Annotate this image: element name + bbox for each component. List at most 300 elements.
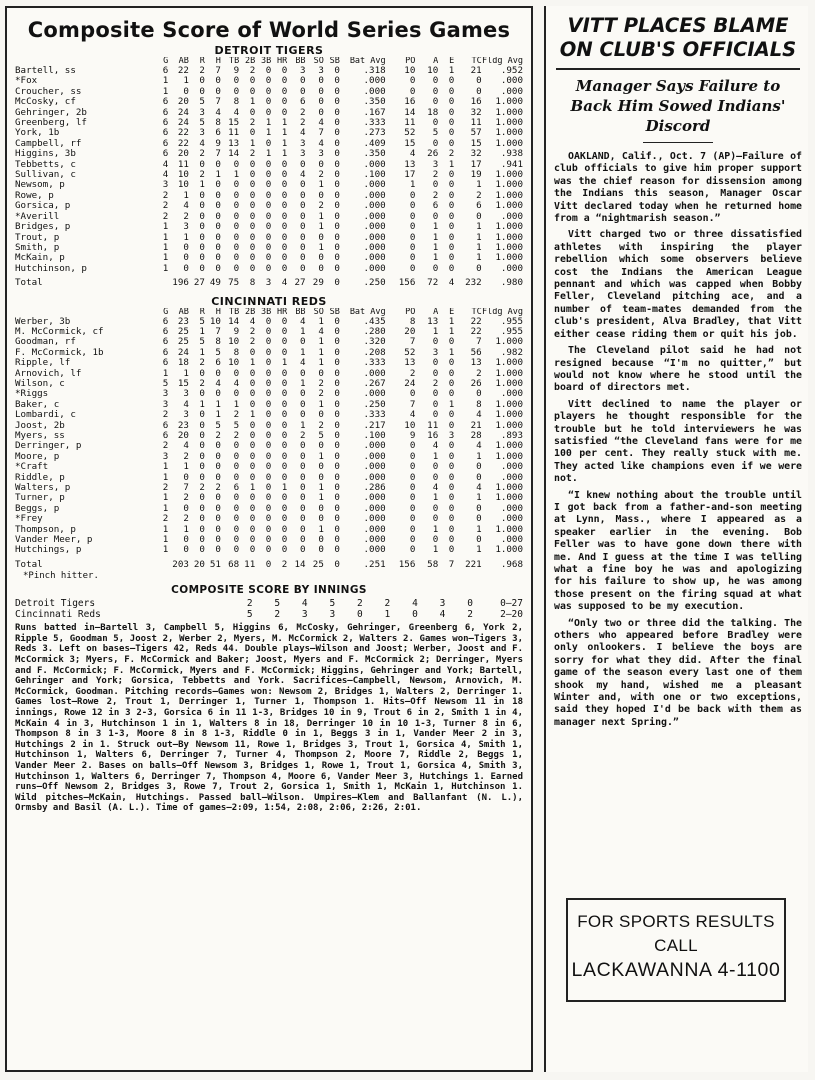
stat-cell: 0 — [265, 535, 272, 546]
stat-cell: 1 — [249, 358, 256, 369]
stat-cell: 1 — [162, 263, 169, 274]
stat-cell: 0 — [448, 222, 455, 233]
stat-cell: .000 — [363, 524, 386, 535]
stat-cell: .000 — [363, 503, 386, 514]
stat-cell: 6 — [432, 201, 439, 212]
stat-cell: 1 — [265, 149, 272, 160]
stat-cell: 0 — [476, 472, 482, 483]
total-stat: 7 — [448, 558, 455, 570]
stat-cell: 14 — [404, 107, 416, 118]
stat-cell: 1.000 — [495, 97, 523, 108]
stat-cell: 0 — [249, 107, 256, 118]
stat-cell: 0 — [215, 242, 221, 253]
stat-cell: 0 — [476, 389, 482, 400]
stat-cell: 24 — [404, 378, 416, 389]
stat-cell: 0 — [183, 253, 189, 264]
player-name: Myers, ss — [15, 431, 65, 441]
stat-cell: 0 — [476, 503, 482, 514]
stat-cell: 14 — [228, 149, 240, 160]
stat-cell: 1 — [162, 545, 169, 556]
stat-cell: 0 — [448, 253, 455, 264]
player-row — [15, 160, 523, 170]
stat-cell: 26 — [470, 378, 482, 389]
stat-cell: 5 — [215, 347, 221, 358]
stat-cell: 0 — [249, 535, 256, 546]
stat-cell: 2 — [199, 66, 205, 76]
stat-cell: 2 — [162, 514, 169, 525]
inning-score: 4 — [412, 598, 418, 610]
stat-cell: 4 — [183, 399, 189, 410]
total-stat: 156 — [398, 558, 416, 570]
stat-cell: .286 — [363, 483, 386, 494]
stat-cell: 1.000 — [495, 483, 523, 494]
column-header: TB — [228, 57, 240, 66]
stat-cell: 1 — [162, 472, 169, 483]
stat-cell: 0 — [233, 76, 240, 87]
stat-cell: 2 — [318, 378, 324, 389]
inning-score: 4 — [439, 609, 446, 621]
stat-cell: 0 — [318, 232, 324, 243]
stat-cell: 1 — [432, 253, 439, 264]
stat-cell: 0 — [233, 524, 240, 535]
player-name: Joost, 2b — [15, 420, 65, 431]
player-row — [15, 191, 523, 201]
player-name: Trout, p — [15, 232, 60, 243]
column-header: Fldg Avg — [482, 307, 523, 317]
stat-cell: .893 — [500, 431, 523, 441]
stat-cell: 1 — [162, 76, 169, 87]
stat-cell: 1 — [162, 493, 169, 504]
stat-cell: 1 — [432, 232, 439, 243]
stat-cell: 0 — [318, 190, 324, 201]
stat-cell: 5 — [233, 420, 240, 431]
stat-cell: 0 — [199, 535, 205, 546]
stat-cell: 0 — [409, 242, 416, 253]
stat-cell: 0 — [448, 514, 455, 525]
total-stat: .251 — [363, 558, 386, 570]
player-row — [15, 149, 523, 159]
column-header: 2B — [244, 57, 256, 66]
stat-cell: 0 — [334, 378, 340, 389]
player-name: Goodman, rf — [15, 337, 76, 348]
stat-cell: 1 — [300, 378, 306, 389]
stat-cell: 0 — [334, 159, 340, 170]
stat-cell: 0 — [448, 410, 455, 421]
player-name: Gehringer, 2b — [15, 107, 87, 118]
stat-cell: 0 — [265, 514, 272, 525]
stat-cell: 0 — [233, 514, 240, 525]
column-header: SO — [313, 307, 324, 317]
stat-cell: 0 — [265, 368, 272, 379]
column-header: Bat Avg — [349, 57, 386, 66]
stat-cell: 0 — [334, 138, 340, 149]
stat-cell: 1.000 — [495, 222, 523, 233]
stat-cell: 4 — [199, 138, 205, 149]
stat-cell: 0 — [265, 253, 272, 264]
stat-cell: 0 — [334, 149, 340, 160]
stat-cell: .000 — [363, 76, 386, 87]
stat-cell: 0 — [300, 462, 306, 473]
stat-cell: 1 — [265, 128, 272, 139]
stat-cell: 6 — [162, 138, 169, 149]
stat-cell: 0 — [199, 242, 205, 253]
stat-cell: 0 — [318, 410, 324, 421]
stat-cell: 0 — [432, 462, 439, 473]
player-row — [15, 97, 523, 107]
stat-cell: 6 — [162, 431, 169, 441]
player-name: Walters, p — [15, 483, 71, 494]
stat-cell: 0 — [300, 389, 306, 400]
stat-cell: 1 — [281, 138, 288, 149]
stat-cell: 0 — [265, 190, 272, 201]
stat-cell: 2 — [318, 420, 324, 431]
stat-cell: 1 — [409, 180, 416, 191]
stat-cell: 1.000 — [495, 451, 523, 462]
stat-cell: 0 — [199, 211, 205, 222]
stat-cell: 2 — [162, 201, 169, 212]
stat-cell: .955 — [500, 326, 523, 337]
stat-cell: 0 — [215, 514, 221, 525]
stat-cell: .333 — [363, 118, 386, 129]
stat-cell: 10 — [427, 66, 439, 76]
stat-cell: .250 — [363, 399, 386, 410]
stat-cell: 0 — [281, 462, 288, 473]
stat-cell: 3 — [162, 399, 169, 410]
stat-cell: 1 — [162, 86, 169, 97]
stat-cell: .000 — [363, 462, 386, 473]
stat-cell: 0 — [300, 441, 306, 452]
stat-cell: 0 — [265, 483, 272, 494]
stat-cell: 0 — [334, 389, 340, 400]
total-stat: 0 — [265, 558, 272, 570]
stat-cell: 0 — [281, 316, 288, 327]
total-stat: 221 — [465, 558, 482, 570]
stat-cell: 23 — [177, 316, 189, 327]
player-row — [15, 493, 523, 503]
stat-cell: 0 — [199, 420, 205, 431]
stat-cell: 0 — [265, 451, 272, 462]
stat-cell: 1 — [432, 326, 439, 337]
player-row — [15, 243, 523, 253]
player-name: Baker, c — [15, 399, 60, 410]
stat-cell: 0 — [318, 253, 324, 264]
stat-cell: 0 — [249, 170, 256, 181]
stat-cell: 0 — [432, 472, 439, 483]
stat-cell: 0 — [409, 86, 416, 97]
stat-cell: 0 — [215, 263, 221, 274]
stat-cell: 2 — [215, 431, 221, 441]
player-name: Newsom, p — [15, 180, 65, 191]
stat-cell: 0 — [249, 86, 256, 97]
stat-cell: 0 — [215, 503, 221, 514]
total-row — [15, 556, 523, 570]
stat-cell: .435 — [363, 316, 386, 327]
stat-cell: 1 — [318, 347, 324, 358]
stat-cell: 6 — [233, 483, 240, 494]
stat-cell: 0 — [432, 76, 439, 87]
stat-cell: 0 — [300, 201, 306, 212]
stat-cell: 0 — [448, 472, 455, 483]
stat-cell: 2 — [162, 211, 169, 222]
stat-cell: .280 — [363, 326, 386, 337]
player-name: Werber, 3b — [15, 316, 71, 327]
stat-cell: 0 — [249, 180, 256, 191]
stat-cell: 0 — [265, 232, 272, 243]
stat-cell: 0 — [281, 337, 288, 348]
stat-cell: 1 — [448, 347, 455, 358]
stat-cell: 0 — [334, 86, 340, 97]
stat-cell: 19 — [470, 170, 482, 181]
stat-cell: 14 — [228, 316, 240, 327]
stat-cell: 0 — [233, 180, 240, 191]
stat-cell: 0 — [281, 493, 288, 504]
stat-cell: 0 — [334, 545, 340, 556]
player-row — [15, 212, 523, 222]
stat-cell: 1.000 — [495, 441, 523, 452]
stat-cell: .952 — [500, 66, 523, 76]
stat-cell: 9 — [215, 138, 221, 149]
story-paragraph: OAKLAND, Calif., Oct. 7 (AP)—Failure of club officials to give him proper support was the chief reason for dissension among the Indians this season, Manager Oscar Vitt declared today when he returned home from a “nightmarish season.” — [554, 151, 802, 225]
stat-cell: .000 — [363, 441, 386, 452]
stat-cell: 2 — [432, 170, 439, 181]
player-row — [15, 535, 523, 545]
stat-cell: 0 — [249, 441, 256, 452]
stat-cell: 3 — [300, 66, 306, 76]
sports-results-ad — [566, 898, 786, 1002]
stat-cell: 0 — [409, 201, 416, 212]
stat-cell: .000 — [363, 180, 386, 191]
player-row — [15, 441, 523, 451]
stat-cell: 4 — [183, 441, 189, 452]
player-name: *Fox — [15, 76, 38, 87]
player-name: Riddle, p — [15, 472, 65, 483]
stat-cell: 0 — [265, 431, 272, 441]
inning-score: 4 — [301, 598, 308, 610]
stat-cell: 0 — [448, 451, 455, 462]
stat-cell: 2 — [233, 431, 240, 441]
stat-cell: .000 — [363, 514, 386, 525]
column-header: AB — [178, 307, 189, 317]
stat-cell: 0 — [300, 190, 306, 201]
innings-title: COMPOSITE SCORE BY INNINGS — [171, 584, 367, 597]
stat-cell: .000 — [363, 232, 386, 243]
player-name: Gorsica, p — [15, 201, 71, 212]
stat-cell: .000 — [363, 86, 386, 97]
stat-cell: 0 — [432, 358, 439, 369]
stat-cell: 56 — [470, 347, 482, 358]
stat-cell: 13 — [404, 358, 416, 369]
stat-cell: 0 — [249, 190, 256, 201]
stat-cell: 0 — [409, 483, 416, 494]
inning-score: 0 — [357, 609, 363, 621]
reds-box-score-table — [15, 308, 523, 571]
stat-cell: 0 — [432, 535, 439, 546]
stat-cell: 0 — [249, 389, 256, 400]
stat-cell: 0 — [334, 420, 340, 431]
player-row — [15, 545, 523, 555]
stat-cell: 0 — [300, 159, 306, 170]
stat-cell: 24 — [177, 118, 189, 129]
stat-cell: 0 — [476, 535, 482, 546]
stat-cell: 2 — [199, 170, 205, 181]
stat-cell: 1.000 — [495, 358, 523, 369]
total-stat: 4 — [448, 277, 455, 289]
total-stat: .968 — [500, 558, 523, 570]
column-header — [15, 308, 150, 317]
stat-cell: 0 — [448, 242, 455, 253]
player-name: Vander Meer, p — [15, 535, 93, 546]
stat-cell: 0 — [215, 190, 221, 201]
stat-cell: 0 — [300, 399, 306, 410]
reds-team-heading: CINCINNATI REDS — [211, 294, 327, 308]
stat-cell: 0 — [265, 472, 272, 483]
stat-cell: 11 — [228, 128, 240, 139]
stat-cell: 22 — [470, 316, 482, 327]
stat-cell: 3 — [162, 451, 169, 462]
stat-cell: 1 — [233, 399, 240, 410]
stat-cell: .217 — [363, 420, 386, 431]
column-header: 3B — [261, 307, 272, 317]
player-row — [15, 76, 523, 86]
total-row — [15, 274, 523, 288]
stat-cell: .409 — [363, 138, 386, 149]
stat-cell: 0 — [183, 535, 189, 546]
innings-row — [15, 609, 523, 620]
stat-cell: 0 — [432, 410, 439, 421]
stat-cell: 0 — [281, 201, 288, 212]
column-header: PO — [405, 307, 416, 317]
player-row — [15, 264, 523, 274]
stat-cell: 0 — [249, 451, 256, 462]
stat-cell: 0 — [409, 222, 416, 233]
stat-cell: 0 — [300, 514, 306, 525]
stat-cell: 25 — [177, 337, 189, 348]
stat-cell: 0 — [215, 462, 221, 473]
total-stat: 20 — [193, 558, 205, 570]
stat-cell: 0 — [432, 389, 439, 400]
stat-cell: 0 — [215, 389, 221, 400]
stat-cell: 0 — [448, 524, 455, 535]
stat-cell: 0 — [199, 451, 205, 462]
column-header: AB — [178, 57, 189, 66]
stat-cell: .000 — [500, 389, 523, 400]
stat-cell: 0 — [281, 86, 288, 97]
total-stat: 156 — [398, 277, 416, 289]
stat-cell: 57 — [470, 128, 482, 139]
stat-cell: 1 — [249, 410, 256, 421]
player-name: McKain, p — [15, 253, 65, 264]
stat-cell: 0 — [334, 118, 340, 129]
stat-cell: 1.000 — [495, 232, 523, 243]
stat-cell: 2 — [249, 66, 256, 76]
stat-cell: 2 — [476, 368, 482, 379]
stat-cell: 0 — [334, 253, 340, 264]
stat-cell: .333 — [363, 410, 386, 421]
stat-cell: 6 — [215, 128, 221, 139]
stat-cell: 0 — [334, 107, 340, 118]
stat-cell: 0 — [233, 535, 240, 546]
column-header: A — [433, 57, 439, 66]
stat-cell: 1.000 — [495, 180, 523, 191]
stat-cell: 20 — [177, 97, 189, 108]
stat-cell: 1.000 — [495, 493, 523, 504]
column-header: TC — [471, 307, 482, 317]
story-body — [554, 151, 802, 729]
stat-cell: 3 — [318, 149, 324, 160]
stat-cell: 0 — [233, 462, 240, 473]
story-paragraph: Vitt charged two or three dissatisfied athletes with inspiring the player rebellion which some observers believe cost the Indians the American League pennant and which was capped when Bobby Feller, Cleveland pitching ace, and a number of team-mates demanded from the club's president, Alva Bradley, that Vitt either cease riding them or quit his job. — [554, 229, 802, 340]
stat-cell: 0 — [448, 441, 455, 452]
innings-team-name: Cincinnati Reds — [15, 609, 101, 621]
stat-cell: 0 — [409, 451, 416, 462]
stat-cell: 0 — [448, 535, 455, 546]
stat-cell: .350 — [363, 97, 386, 108]
player-name: Moore, p — [15, 451, 60, 462]
stat-cell: 4 — [476, 441, 482, 452]
total-stat: 203 — [172, 558, 189, 570]
stat-cell: 1.000 — [495, 242, 523, 253]
stat-cell: 0 — [199, 431, 205, 441]
stat-cell: 0 — [300, 524, 306, 535]
stat-cell: 6 — [162, 128, 169, 139]
total-label: Total — [15, 558, 43, 570]
stat-cell: 0 — [300, 483, 306, 494]
stat-cell: 3 — [162, 389, 169, 400]
stat-cell: 0 — [199, 493, 205, 504]
stat-cell: 0 — [334, 514, 340, 525]
stat-cell: 2 — [432, 190, 439, 201]
column-header: H — [215, 307, 221, 317]
stat-cell: 0 — [448, 86, 455, 97]
stat-cell: 1 — [199, 347, 205, 358]
stat-cell: 0 — [233, 190, 240, 201]
stat-cell: 0 — [409, 524, 416, 535]
player-name: Wilson, c — [15, 378, 65, 389]
stat-cell: 0 — [249, 493, 256, 504]
stat-cell: 1.000 — [495, 368, 523, 379]
stat-cell: 0 — [215, 368, 221, 379]
stat-cell: 22 — [470, 326, 482, 337]
total-stat: 27 — [294, 277, 306, 289]
stat-cell: 1 — [318, 242, 324, 253]
player-name: Croucher, ss — [15, 86, 82, 97]
stat-cell: 1 — [300, 326, 306, 337]
stat-cell: 0 — [281, 76, 288, 87]
stat-cell: 1 — [281, 128, 288, 139]
stat-cell: .208 — [363, 347, 386, 358]
stat-cell: 5 — [432, 128, 439, 139]
stat-cell: .000 — [363, 545, 386, 556]
stat-cell: 0 — [334, 97, 340, 108]
stat-cell: 2 — [318, 389, 324, 400]
stat-cell: 2 — [233, 410, 240, 421]
stat-cell: 0 — [318, 462, 324, 473]
stat-cell: 9 — [233, 326, 240, 337]
stat-cell: 0 — [265, 420, 272, 431]
player-row — [15, 473, 523, 483]
stat-cell: 0 — [318, 76, 324, 87]
stat-cell: 0 — [432, 97, 439, 108]
stat-cell: 4 — [318, 326, 324, 337]
stat-cell: 0 — [265, 358, 272, 369]
stat-cell: 3 — [183, 389, 189, 400]
stat-cell: 0 — [233, 201, 240, 212]
player-row — [15, 514, 523, 524]
stat-cell: 4 — [215, 378, 221, 389]
stat-cell: 0 — [334, 347, 340, 358]
stat-cell: 0 — [318, 441, 324, 452]
stat-cell: 2 — [162, 190, 169, 201]
